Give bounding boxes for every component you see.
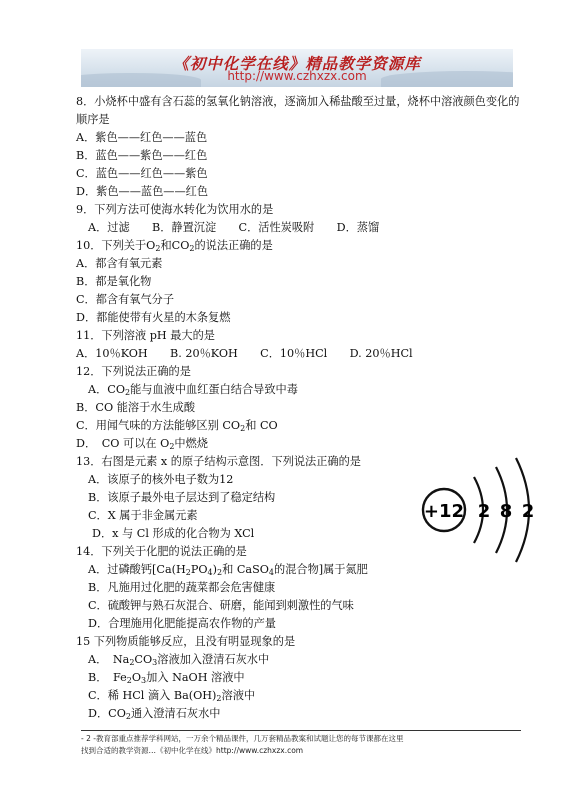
q8-option-c: C．蓝色——红色——紫色 xyxy=(76,167,208,180)
q12-option-b: B．CO 能溶于水生成酸 xyxy=(76,401,196,414)
banner-title: 《初中化学在线》精品教学资源库 xyxy=(173,54,421,73)
q11-options: A．10％KOH B. 20％KOH C．10％HCl D. 20％HCl xyxy=(76,347,413,360)
q10-option-c: C．都含有氧气分子 xyxy=(76,293,175,306)
atomic-structure-diagram xyxy=(418,455,558,565)
page-footer xyxy=(81,730,521,757)
header-banner xyxy=(81,49,513,87)
q10-stem: 10．下列关于$O_2$和$CO_2$的说法正确的是 xyxy=(76,239,273,253)
q13-option-c: C．X 属于非金属元素 xyxy=(88,509,198,522)
nucleus-charge: +12 xyxy=(423,501,465,522)
banner-url[interactable]: http://www.czhxzx.com xyxy=(227,69,367,83)
q9-stem: 9．下列方法可使海水转化为饮用水的是 xyxy=(76,203,274,216)
question-list xyxy=(76,93,526,723)
q14-option-d: D．合理施用化肥能提高农作物的产量 xyxy=(88,617,276,630)
q13-option-d: D．x 与 Cl 形成的化合物为 XCl xyxy=(92,527,255,540)
q13-stem: 13．右图是元素 x 的原子结构示意图．下列说法正确的是 xyxy=(76,455,361,468)
q13-option-a: A．该原子的核外电子数为12 xyxy=(88,473,234,486)
q14-stem: 14．下列关于化肥的说法正确的是 xyxy=(76,545,247,558)
q15-option-c: C．稀 HCl 滴入 $Ba(OH)_2$溶液中 xyxy=(88,689,256,703)
q12-option-d: D． CO 可以在 $O_2$中燃烧 xyxy=(76,437,208,451)
q15-stem: 15 下列物质能够反应，且没有明显现象的是 xyxy=(76,635,296,648)
q10-option-a: A．都含有氧元素 xyxy=(76,257,163,270)
q14-option-a: A．过磷酸钙[$Ca(H_2PO_4)_2$和 CaSO$_4$的混合物]属于氮肥 xyxy=(88,563,368,577)
q14-option-b: B．凡施用过化肥的蔬菜都会危害健康 xyxy=(88,581,276,594)
q10-option-d: D．都能使带有火星的木条复燃 xyxy=(76,311,231,324)
q15-option-a: A． $Na_2CO_3$溶液加入澄清石灰水中 xyxy=(88,653,270,667)
footer-line-1: - 2 -教育部重点推荐学科网站，一万余个精品课件，几万套精品教案和试题让您的每节课都在这里 xyxy=(81,734,404,743)
q13-option-b: B．该原子最外电子层达到了稳定结构 xyxy=(88,491,276,504)
shell-3-count: 2 xyxy=(521,501,535,522)
q12-stem: 12．下列说法正确的是 xyxy=(76,365,191,378)
q11-stem: 11．下列溶液 pH 最大的是 xyxy=(76,329,215,342)
q8-option-b: B．蓝色——紫色——红色 xyxy=(76,149,208,162)
q14-option-c: C．硫酸钾与熟石灰混合、研磨，能闻到刺激性的气味 xyxy=(88,599,354,612)
q8-stem: 8．小烧杯中盛有含石蕊的氢氧化钠溶液，逐滴加入稀盐酸至过量，烧杯中溶液颜色变化的 xyxy=(76,95,520,108)
q15-option-b: B． $Fe_2O_3$加入 NaOH 溶液中 xyxy=(88,671,245,685)
shell-1-count: 2 xyxy=(477,501,491,522)
footer-line-2: 找到合适的教学资源…《初中化学在线》http://www.czhxzx.com xyxy=(81,746,304,755)
q8-option-d: D．紫色——蓝色——红色 xyxy=(76,185,209,198)
q9-options: A．过滤 B．静置沉淀 C．活性炭吸附 D．蒸馏 xyxy=(88,221,380,234)
shell-2-count: 8 xyxy=(499,501,513,522)
q8-option-a: A．紫色——红色——蓝色 xyxy=(76,131,208,144)
q12-option-a: A．$CO_2$能与血液中血红蛋白结合导致中毒 xyxy=(88,383,298,397)
q15-option-d: D．$CO_2$通入澄清石灰水中 xyxy=(88,707,221,721)
q10-option-b: B．都是氧化物 xyxy=(76,275,152,288)
q8-stem-cont: 顺序是 xyxy=(76,113,110,126)
q12-option-c: C．用闻气味的方法能够区别 $CO_2$和 CO xyxy=(76,419,278,433)
